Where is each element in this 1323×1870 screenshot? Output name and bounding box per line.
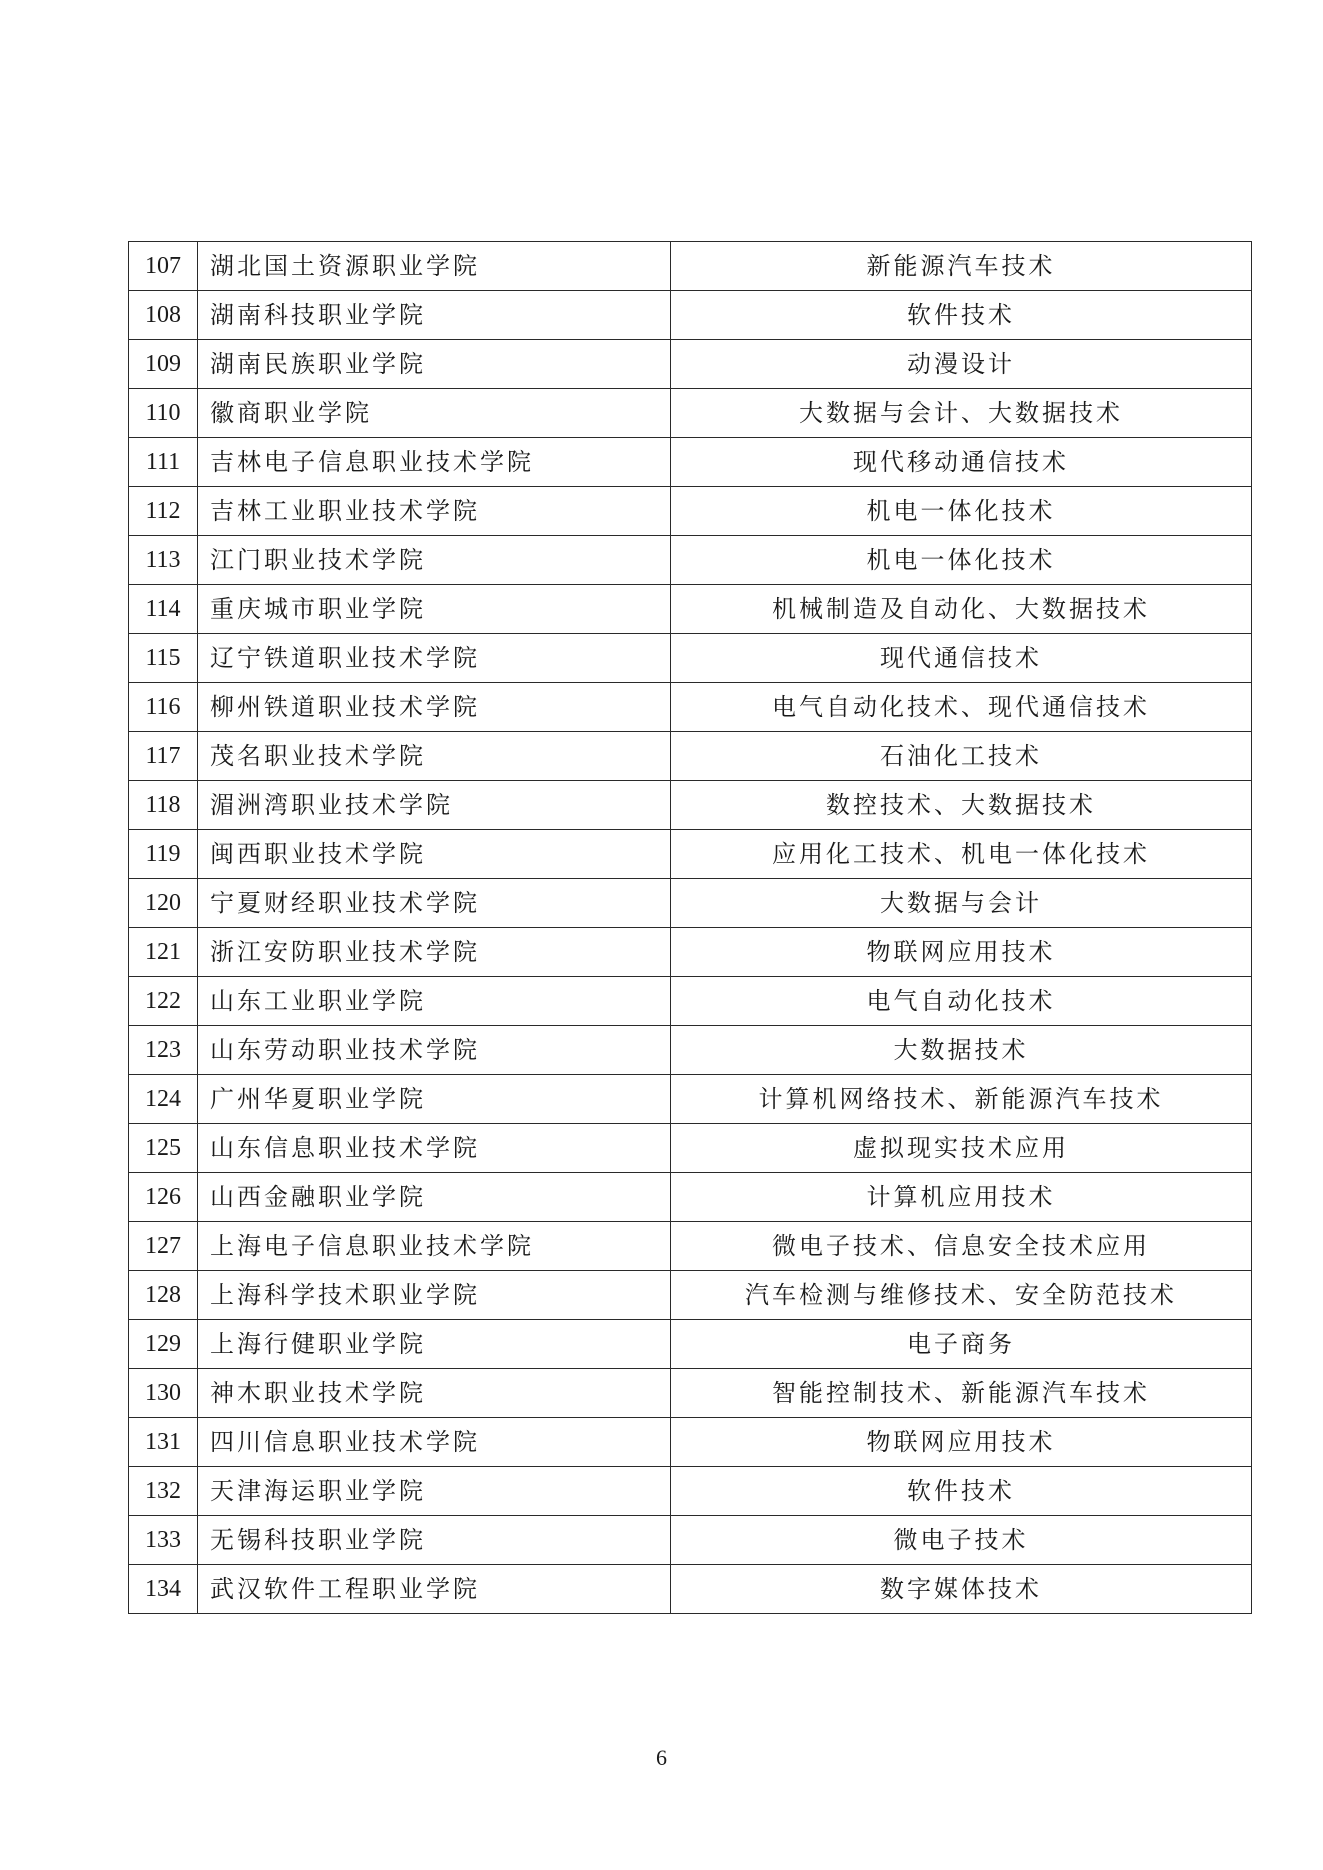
major-name-cell: 机电一体化技术	[671, 536, 1252, 585]
row-number-cell: 121	[129, 928, 198, 977]
table-row	[129, 928, 1252, 977]
table-row	[129, 1026, 1252, 1075]
major-name-cell: 智能控制技术、新能源汽车技术	[671, 1369, 1252, 1418]
school-name-cell: 上海行健职业学院	[198, 1320, 671, 1369]
table-row	[129, 585, 1252, 634]
school-name-cell: 广州华夏职业学院	[198, 1075, 671, 1124]
major-name-cell: 物联网应用技术	[671, 928, 1252, 977]
major-name-cell: 现代通信技术	[671, 634, 1252, 683]
table-row	[129, 732, 1252, 781]
major-name-cell: 现代移动通信技术	[671, 438, 1252, 487]
row-number-cell: 114	[129, 585, 198, 634]
school-name-cell: 江门职业技术学院	[198, 536, 671, 585]
row-number-cell: 126	[129, 1173, 198, 1222]
table-row	[129, 1516, 1252, 1565]
school-name-cell: 湄洲湾职业技术学院	[198, 781, 671, 830]
page-number: 6	[656, 1745, 667, 1770]
school-name-cell: 湖南科技职业学院	[198, 291, 671, 340]
row-number-cell: 116	[129, 683, 198, 732]
major-name-cell: 电子商务	[671, 1320, 1252, 1369]
school-name-cell: 茂名职业技术学院	[198, 732, 671, 781]
row-number-cell: 109	[129, 340, 198, 389]
row-number-cell: 124	[129, 1075, 198, 1124]
row-number-cell: 129	[129, 1320, 198, 1369]
row-number-cell: 131	[129, 1418, 198, 1467]
table-row	[129, 634, 1252, 683]
major-name-cell: 数控技术、大数据技术	[671, 781, 1252, 830]
table-row	[129, 1467, 1252, 1516]
table-row	[129, 389, 1252, 438]
school-name-cell: 山东信息职业技术学院	[198, 1124, 671, 1173]
major-name-cell: 石油化工技术	[671, 732, 1252, 781]
table-row	[129, 438, 1252, 487]
school-name-cell: 闽西职业技术学院	[198, 830, 671, 879]
major-name-cell: 应用化工技术、机电一体化技术	[671, 830, 1252, 879]
school-name-cell: 徽商职业学院	[198, 389, 671, 438]
table-row	[129, 487, 1252, 536]
table-row	[129, 291, 1252, 340]
row-number-cell: 128	[129, 1271, 198, 1320]
school-name-cell: 重庆城市职业学院	[198, 585, 671, 634]
major-name-cell: 软件技术	[671, 291, 1252, 340]
major-name-cell: 电气自动化技术	[671, 977, 1252, 1026]
major-name-cell: 微电子技术	[671, 1516, 1252, 1565]
table-row	[129, 1320, 1252, 1369]
table-row	[129, 242, 1252, 291]
table-row	[129, 1075, 1252, 1124]
table-row	[129, 781, 1252, 830]
major-name-cell: 大数据技术	[671, 1026, 1252, 1075]
school-name-cell: 山东工业职业学院	[198, 977, 671, 1026]
major-name-cell: 微电子技术、信息安全技术应用	[671, 1222, 1252, 1271]
table-row	[129, 1271, 1252, 1320]
school-name-cell: 辽宁铁道职业技术学院	[198, 634, 671, 683]
major-name-cell: 机械制造及自动化、大数据技术	[671, 585, 1252, 634]
school-name-cell: 湖南民族职业学院	[198, 340, 671, 389]
major-name-cell: 物联网应用技术	[671, 1418, 1252, 1467]
row-number-cell: 120	[129, 879, 198, 928]
table-row	[129, 1565, 1252, 1614]
row-number-cell: 112	[129, 487, 198, 536]
row-number-cell: 130	[129, 1369, 198, 1418]
row-number-cell: 115	[129, 634, 198, 683]
school-name-cell: 山东劳动职业技术学院	[198, 1026, 671, 1075]
school-name-cell: 吉林工业职业技术学院	[198, 487, 671, 536]
row-number-cell: 110	[129, 389, 198, 438]
row-number-cell: 107	[129, 242, 198, 291]
school-name-cell: 柳州铁道职业技术学院	[198, 683, 671, 732]
table-row	[129, 1173, 1252, 1222]
school-name-cell: 宁夏财经职业技术学院	[198, 879, 671, 928]
major-name-cell: 电气自动化技术、现代通信技术	[671, 683, 1252, 732]
row-number-cell: 127	[129, 1222, 198, 1271]
table-row	[129, 1124, 1252, 1173]
table-row	[129, 1418, 1252, 1467]
table-row	[129, 536, 1252, 585]
row-number-cell: 123	[129, 1026, 198, 1075]
school-name-cell: 上海科学技术职业学院	[198, 1271, 671, 1320]
school-major-table	[128, 241, 1252, 1614]
row-number-cell: 111	[129, 438, 198, 487]
row-number-cell: 134	[129, 1565, 198, 1614]
row-number-cell: 108	[129, 291, 198, 340]
school-name-cell: 天津海运职业学院	[198, 1467, 671, 1516]
school-name-cell: 神木职业技术学院	[198, 1369, 671, 1418]
row-number-cell: 125	[129, 1124, 198, 1173]
school-name-cell: 浙江安防职业技术学院	[198, 928, 671, 977]
table-body	[129, 242, 1252, 1614]
table-row	[129, 683, 1252, 732]
school-name-cell: 无锡科技职业学院	[198, 1516, 671, 1565]
major-name-cell: 新能源汽车技术	[671, 242, 1252, 291]
major-name-cell: 大数据与会计、大数据技术	[671, 389, 1252, 438]
school-name-cell: 武汉软件工程职业学院	[198, 1565, 671, 1614]
school-name-cell: 吉林电子信息职业技术学院	[198, 438, 671, 487]
major-name-cell: 软件技术	[671, 1467, 1252, 1516]
row-number-cell: 117	[129, 732, 198, 781]
table-row	[129, 1222, 1252, 1271]
school-name-cell: 上海电子信息职业技术学院	[198, 1222, 671, 1271]
table-row	[129, 830, 1252, 879]
row-number-cell: 133	[129, 1516, 198, 1565]
table-row	[129, 879, 1252, 928]
row-number-cell: 132	[129, 1467, 198, 1516]
table-row	[129, 1369, 1252, 1418]
major-name-cell: 汽车检测与维修技术、安全防范技术	[671, 1271, 1252, 1320]
major-name-cell: 计算机网络技术、新能源汽车技术	[671, 1075, 1252, 1124]
row-number-cell: 113	[129, 536, 198, 585]
school-name-cell: 山西金融职业学院	[198, 1173, 671, 1222]
major-name-cell: 大数据与会计	[671, 879, 1252, 928]
row-number-cell: 122	[129, 977, 198, 1026]
table-row	[129, 977, 1252, 1026]
major-name-cell: 动漫设计	[671, 340, 1252, 389]
major-name-cell: 数字媒体技术	[671, 1565, 1252, 1614]
major-name-cell: 计算机应用技术	[671, 1173, 1252, 1222]
school-name-cell: 四川信息职业技术学院	[198, 1418, 671, 1467]
major-name-cell: 机电一体化技术	[671, 487, 1252, 536]
major-name-cell: 虚拟现实技术应用	[671, 1124, 1252, 1173]
school-name-cell: 湖北国土资源职业学院	[198, 242, 671, 291]
row-number-cell: 118	[129, 781, 198, 830]
row-number-cell: 119	[129, 830, 198, 879]
table-row	[129, 340, 1252, 389]
